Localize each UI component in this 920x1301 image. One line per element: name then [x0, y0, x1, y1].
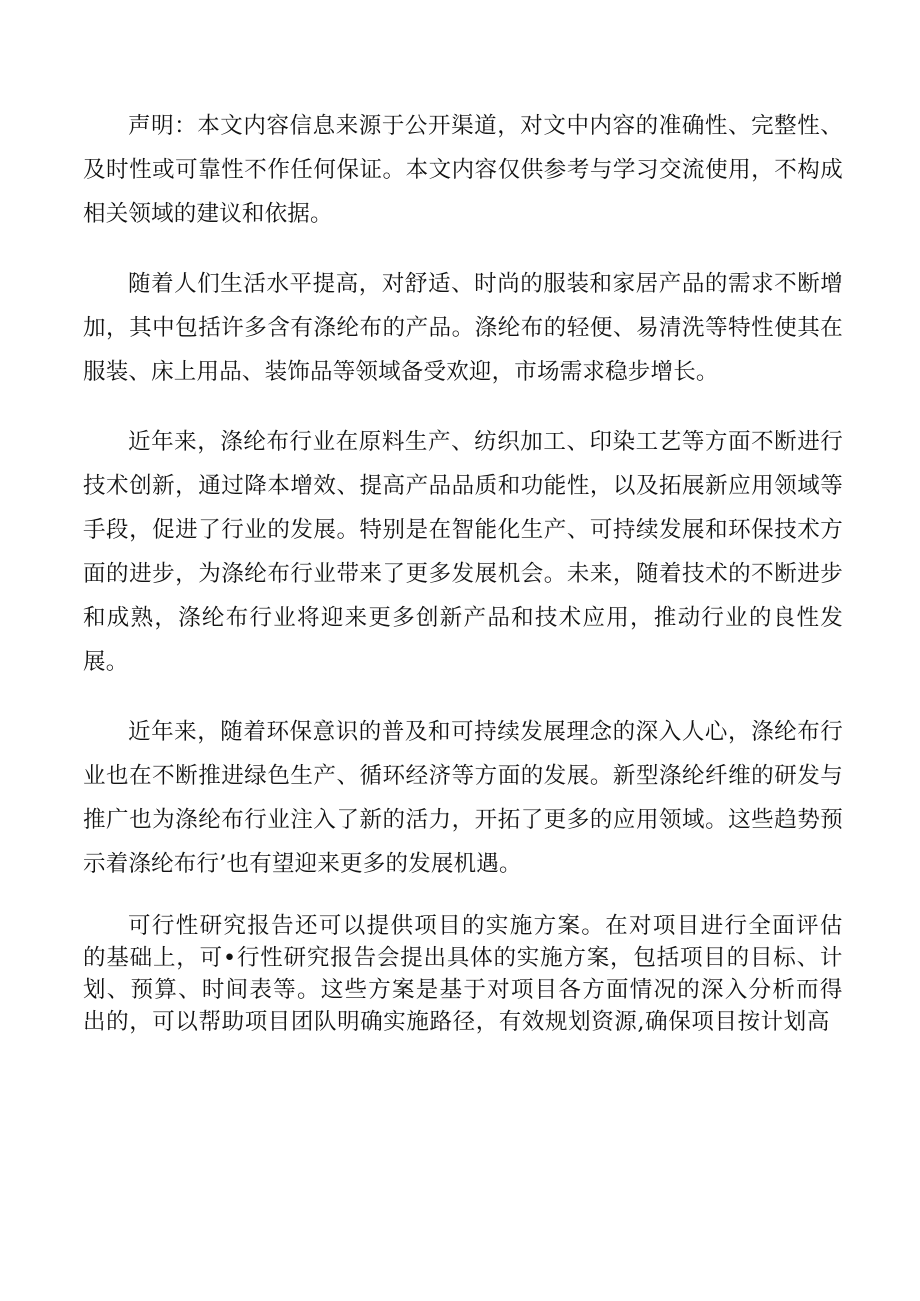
- green-development-paragraph: 近年来，随着环保意识的普及和可持续发展理念的深入人心，涤纶布行业也在不断推进绿色生产、循环经济等方面的发展。新型涤纶纤维的研发与推广也为涤纶布行业注入了新的活力，开拓了更多的应用领域。这些趋势预示着涤纶布行’也有望迎来更多的发展机遇。: [83, 719, 843, 877]
- document-body: [83, 104, 843, 1038]
- feasibility-study-paragraph: 可行性研究报告还可以提供项目的实施方案。在对项目进行全面评估的基础上，可•行性研究报告会提出具体的实施方案，包括项目的目标、计划、预算、时间表等。这些方案是基于对项目各方面情况的深入分析而得出的，可以帮助项目团队明确实施路径，有效规划资源,确保项目按计划高: [83, 913, 843, 1035]
- technology-innovation-paragraph: 近年来，涤纶布行业在原料生产、纺织加工、印染工艺等方面不断进行技术创新，通过降本增效、提高产品品质和功能性，以及拓展新应用领域等手段，促进了行业的发展。特别是在智能化生产、可持续发展和环保技术方面的进步，为涤纶布行业带来了更多发展机会。未来，随着技术的不断进步和成熟，涤纶布行业将迎来更多创新产品和技术应用，推动行业的良性发展。: [83, 429, 843, 675]
- market-demand-paragraph: 随着人们生活水平提高，对舒适、时尚的服装和家居产品的需求不断增加，其中包括许多含有涤纶布的产品。涤纶布的轻便、易清洗等特性使其在服装、床上用品、装饰品等领域备受欢迎，市场需求稳步增长。: [83, 271, 843, 385]
- disclaimer-paragraph: 声明：本文内容信息来源于公开渠道，对文中内容的准确性、完整性、及时性或可靠性不作任何保证。本文内容仅供参考与学习交流使用，不构成相关领域的建议和依据。: [83, 113, 843, 227]
